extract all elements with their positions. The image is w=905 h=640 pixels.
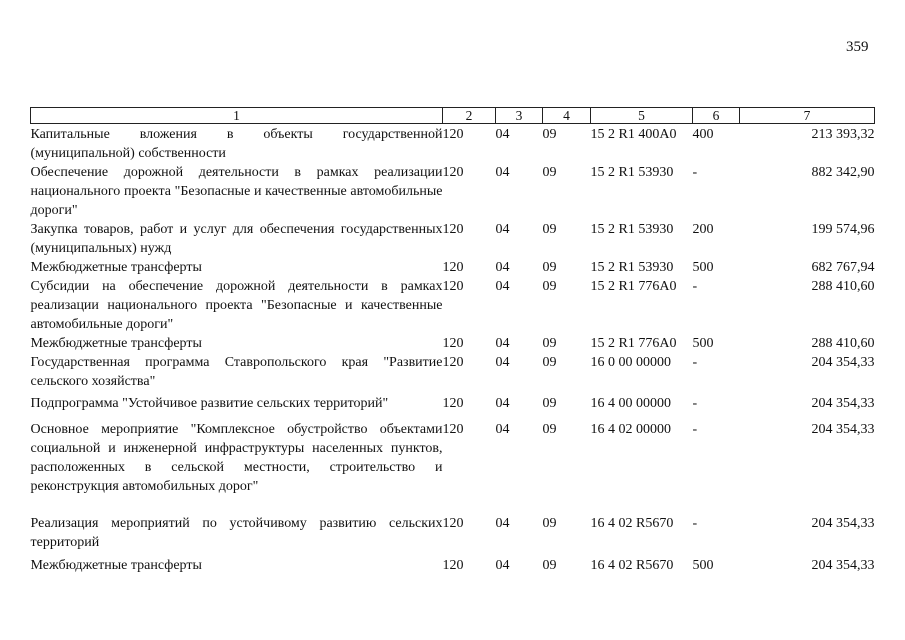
row-expense-type: 500 bbox=[692, 558, 714, 573]
row-section-code: 04 bbox=[495, 355, 510, 370]
row-subsection-code: 09 bbox=[542, 558, 557, 573]
row-name: Субсидии на обеспечение дорожной деятельности в рамках реализации национального проекта "Безопасные и качественные автомобильные дороги" bbox=[30, 279, 443, 332]
row-target-article: 15 2 R1 400A0 bbox=[590, 127, 677, 142]
row-subsection-code: 09 bbox=[542, 516, 557, 531]
row-amount: 682 767,94 bbox=[811, 260, 875, 275]
row-name: Государственная программа Ставропольского края "Развитие сельского хозяйства" bbox=[30, 355, 443, 389]
table-row bbox=[31, 391, 875, 416]
row-section-code: 04 bbox=[495, 260, 510, 275]
row-subsection-code: 09 bbox=[542, 336, 557, 351]
row-subsection-code: 09 bbox=[542, 165, 557, 180]
row-amount: 204 354,33 bbox=[811, 422, 875, 437]
row-expense-type: - bbox=[692, 165, 698, 180]
row-subsection-code: 09 bbox=[542, 279, 557, 294]
row-name: Реализация мероприятий по устойчивому развитию сельских территорий bbox=[30, 516, 443, 550]
row-subsection-code: 09 bbox=[542, 355, 557, 370]
row-amount: 288 410,60 bbox=[811, 336, 875, 351]
row-expense-type: 500 bbox=[692, 260, 714, 275]
row-name: Обеспечение дорожной деятельности в рамках реализации национального проекта "Безопасные и качественные автомобильные дороги" bbox=[30, 165, 443, 218]
row-amount: 288 410,60 bbox=[811, 279, 875, 294]
table-row bbox=[31, 163, 875, 220]
table-body bbox=[31, 124, 875, 576]
row-ministry-code: 120 bbox=[442, 422, 464, 437]
row-section-code: 04 bbox=[495, 279, 510, 294]
row-expense-type: 200 bbox=[692, 222, 714, 237]
table-row bbox=[31, 334, 875, 353]
row-amount: 213 393,32 bbox=[811, 127, 875, 142]
row-subsection-code: 09 bbox=[542, 127, 557, 142]
row-section-code: 04 bbox=[495, 396, 510, 411]
header-col-6: 6 bbox=[693, 108, 740, 124]
table-row bbox=[31, 258, 875, 277]
header-col-5: 5 bbox=[591, 108, 693, 124]
row-ministry-code: 120 bbox=[442, 260, 464, 275]
table-row bbox=[31, 556, 875, 575]
row-expense-type: - bbox=[692, 422, 698, 437]
row-ministry-code: 120 bbox=[442, 127, 464, 142]
row-expense-type: - bbox=[692, 396, 698, 411]
row-target-article: 16 4 02 R5670 bbox=[590, 516, 674, 531]
row-ministry-code: 120 bbox=[442, 222, 464, 237]
row-section-code: 04 bbox=[495, 127, 510, 142]
row-amount: 204 354,33 bbox=[811, 396, 875, 411]
header-col-3: 3 bbox=[496, 108, 543, 124]
row-name: Подпрограмма "Устойчивое развитие сельских территорий" bbox=[30, 396, 389, 411]
row-ministry-code: 120 bbox=[442, 558, 464, 573]
row-subsection-code: 09 bbox=[542, 422, 557, 437]
row-expense-type: - bbox=[692, 516, 698, 531]
header-col-1: 1 bbox=[31, 108, 443, 124]
row-ministry-code: 120 bbox=[442, 396, 464, 411]
header-row bbox=[31, 108, 875, 124]
row-subsection-code: 09 bbox=[542, 396, 557, 411]
budget-table bbox=[30, 107, 875, 575]
row-section-code: 04 bbox=[495, 558, 510, 573]
row-name: Закупка товаров, работ и услуг для обеспечения государственных (муниципальных) нужд bbox=[30, 222, 443, 256]
row-amount: 204 354,33 bbox=[811, 355, 875, 370]
row-expense-type: - bbox=[692, 279, 698, 294]
header-col-2: 2 bbox=[443, 108, 496, 124]
row-target-article: 15 2 R1 53930 bbox=[590, 165, 674, 180]
header-col-7: 7 bbox=[740, 108, 875, 124]
table-row bbox=[31, 277, 875, 334]
row-name: Капитальные вложения в объекты государственной (муниципальной) собственности bbox=[30, 127, 443, 161]
table-header bbox=[31, 108, 875, 124]
row-ministry-code: 120 bbox=[442, 165, 464, 180]
row-target-article: 16 4 00 00000 bbox=[590, 396, 671, 411]
row-target-article: 15 2 R1 776A0 bbox=[590, 279, 677, 294]
row-subsection-code: 09 bbox=[542, 222, 557, 237]
row-expense-type: 400 bbox=[692, 127, 714, 142]
row-expense-type: - bbox=[692, 355, 698, 370]
row-amount: 882 342,90 bbox=[811, 165, 875, 180]
header-col-4: 4 bbox=[543, 108, 591, 124]
row-section-code: 04 bbox=[495, 165, 510, 180]
row-ministry-code: 120 bbox=[442, 355, 464, 370]
row-target-article: 16 0 00 00000 bbox=[590, 355, 671, 370]
row-ministry-code: 120 bbox=[442, 516, 464, 531]
row-expense-type: 500 bbox=[692, 336, 714, 351]
table-row bbox=[31, 220, 875, 258]
row-target-article: 15 2 R1 53930 bbox=[590, 260, 674, 275]
row-name: Межбюджетные трансферты bbox=[30, 260, 202, 275]
table-row bbox=[31, 124, 875, 164]
row-name: Межбюджетные трансферты bbox=[30, 558, 202, 573]
row-section-code: 04 bbox=[495, 422, 510, 437]
row-target-article: 16 4 02 R5670 bbox=[590, 558, 674, 573]
page-number: 359 bbox=[846, 39, 869, 55]
row-name: Межбюджетные трансферты bbox=[30, 336, 202, 351]
row-section-code: 04 bbox=[495, 222, 510, 237]
row-section-code: 04 bbox=[495, 336, 510, 351]
table-row bbox=[31, 353, 875, 391]
row-section-code: 04 bbox=[495, 516, 510, 531]
table-row bbox=[31, 416, 875, 514]
row-name: Основное мероприятие "Комплексное обустройство объектами социальной и инженерной инфраструктуры населенных пунктов, расположенных в сельской местности, строительство и реконструкция автомобильных дорог" bbox=[30, 422, 443, 494]
row-amount: 204 354,33 bbox=[811, 558, 875, 573]
row-target-article: 15 2 R1 53930 bbox=[590, 222, 674, 237]
table-row bbox=[31, 514, 875, 556]
row-amount: 204 354,33 bbox=[811, 516, 875, 531]
row-amount: 199 574,96 bbox=[811, 222, 875, 237]
row-target-article: 15 2 R1 776A0 bbox=[590, 336, 677, 351]
row-ministry-code: 120 bbox=[442, 279, 464, 294]
row-target-article: 16 4 02 00000 bbox=[590, 422, 671, 437]
row-ministry-code: 120 bbox=[442, 336, 464, 351]
row-subsection-code: 09 bbox=[542, 260, 557, 275]
